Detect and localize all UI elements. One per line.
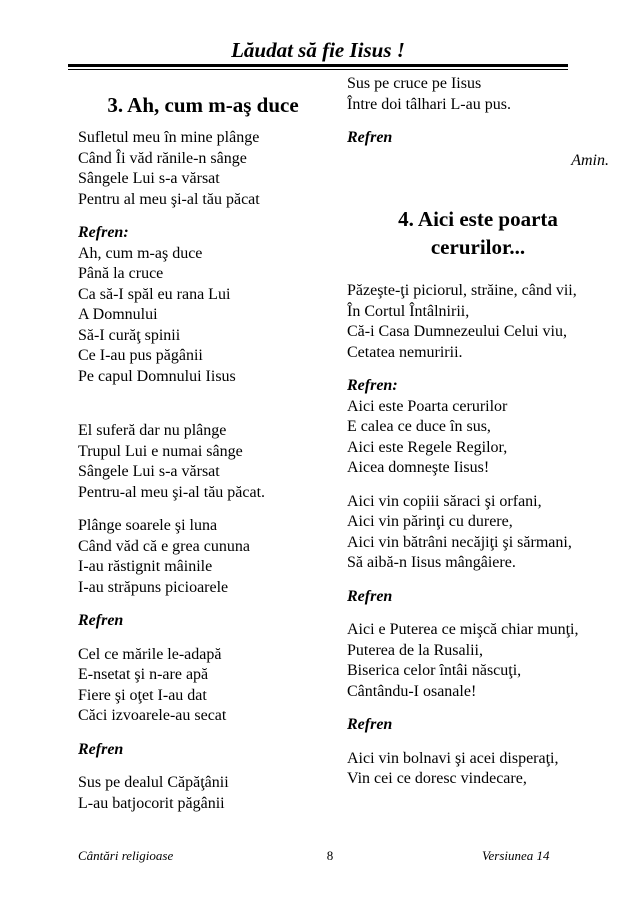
verse-line: Sufletul meu în mine plânge (78, 129, 260, 146)
verse-line: L-au batjocorit păgânii (78, 794, 225, 812)
verse-line: Păzeşte-ţi piciorul, străine, când vii, (347, 282, 577, 299)
verse-line: Sus pe dealul Căpăţânii (78, 774, 229, 791)
header-rule-thick (68, 64, 568, 67)
refrain-label: Refren: (78, 224, 129, 241)
verse-line: Plânge soarele şi luna (78, 517, 218, 534)
verse-line: Când văd că e grea cununa (78, 537, 250, 555)
refrain-line: Până la cruce (78, 265, 164, 282)
refrain-line: Ca să-I spăl eu rana Lui (78, 285, 231, 303)
verse-line: Vin cei ce doresc vindecare, (347, 770, 527, 787)
verse-line: Când Îi văd rănile-n sânge (78, 149, 247, 167)
verse-line: Cetatea nemuririi. (347, 343, 463, 361)
stanza (347, 74, 609, 115)
stanza (347, 492, 609, 574)
stanza (78, 516, 328, 598)
verse-line: Sângele Lui s-a vărsat (78, 170, 220, 187)
verse-line: Sângele Lui s-a vărsat (78, 463, 220, 480)
footer-book-title: Cântări religioase (78, 848, 174, 863)
stanza (78, 773, 328, 814)
stanza (347, 620, 609, 702)
refrain-label: Refren (78, 740, 124, 758)
verse-line: Pentru al meu şi-al tău păcat (78, 190, 260, 208)
refrain (78, 223, 328, 387)
verse-line: Sus pe cruce pe Iisus (347, 75, 482, 92)
page-number: 8 (326, 848, 334, 863)
verse-line: Căci izvoarele-au secat (78, 707, 227, 724)
verse-line: Fiere şi oţet I-au dat (78, 686, 207, 704)
stanza (347, 281, 609, 363)
stanza (78, 645, 328, 727)
verse-line: Să aibă-n Iisus mângâiere. (347, 554, 516, 571)
stanza (347, 749, 609, 790)
verse-line: Aici e Puterea ce mişcă chiar munţi, (347, 621, 579, 638)
left-column (78, 77, 328, 814)
refrain-label: Refren (347, 129, 393, 146)
verse-line: E-nsetat şi n-are apă (78, 666, 209, 683)
amin-text: Amin. (571, 151, 609, 169)
refrain (347, 376, 609, 479)
refrain-line: Ah, cum m-aş duce (78, 244, 203, 262)
refrain-label: Refren (347, 587, 393, 605)
refrain-line: Aici este Poarta cerurilor (347, 397, 508, 415)
song-title (347, 205, 609, 261)
refrain-line: Aicea domneşte Iisus! (347, 459, 490, 476)
right-column (347, 74, 609, 790)
song-title: 3. Ah, cum m-aş duce (107, 93, 299, 117)
song-title-line: 4. Aici este poarta (398, 207, 558, 231)
stanza (78, 128, 328, 210)
refrain-line: E calea ce duce în sus, (347, 418, 491, 435)
verse-line: Cel ce mările le-adapă (78, 645, 222, 663)
verse-line: I-au străpuns picioarele (78, 578, 229, 596)
header-rule-thin (68, 69, 568, 70)
verse-line: Trupul Lui e numai sânge (78, 442, 243, 460)
verse-line: Puterea de la Rusalii, (347, 641, 483, 659)
verse-line: Pentru-al meu şi-al tău păcat. (78, 483, 266, 501)
refrain-line: A Domnului (78, 306, 158, 323)
song-title-line: cerurilor... (430, 235, 526, 259)
refrain-label: Refren (347, 716, 393, 733)
verse-line: Între doi tâlhari L-au pus. (347, 95, 511, 113)
refrain-line: Aici este Regele Regilor, (347, 438, 508, 456)
verse-line: Aici vin bătrâni necăjiţi şi sărmani, (347, 533, 572, 551)
verse-line: El suferă dar nu plânge (78, 422, 227, 439)
verse-line: Aici vin părinţi cu durere, (347, 513, 513, 530)
refrain-line: Ce I-au pus păgânii (78, 347, 203, 364)
verse-line: În Cortul Întâlnirii, (347, 302, 470, 320)
refrain-line: Să-I curăţ spinii (78, 326, 181, 344)
refrain-line: Pe capul Domnului Iisus (78, 367, 236, 385)
verse-line: Că-i Casa Dumnezeului Celui viu, (347, 323, 567, 340)
verse-line: Biserica celor întâi născuţi, (347, 662, 522, 679)
verse-line: I-au răstignit mâinile (78, 558, 213, 575)
page-header-title: Lăudat să fie Iisus ! (231, 38, 405, 62)
verse-line: Aici vin bolnavi şi acei disperaţi, (347, 749, 559, 767)
stanza (78, 421, 328, 503)
refrain-label: Refren (78, 612, 124, 629)
refrain-label: Refren: (347, 377, 398, 394)
footer-version: Versiunea 14 (482, 848, 550, 863)
verse-line: Aici vin copiii săraci şi orfani, (347, 492, 542, 510)
verse-line: Cântându-I osanale! (347, 682, 477, 700)
